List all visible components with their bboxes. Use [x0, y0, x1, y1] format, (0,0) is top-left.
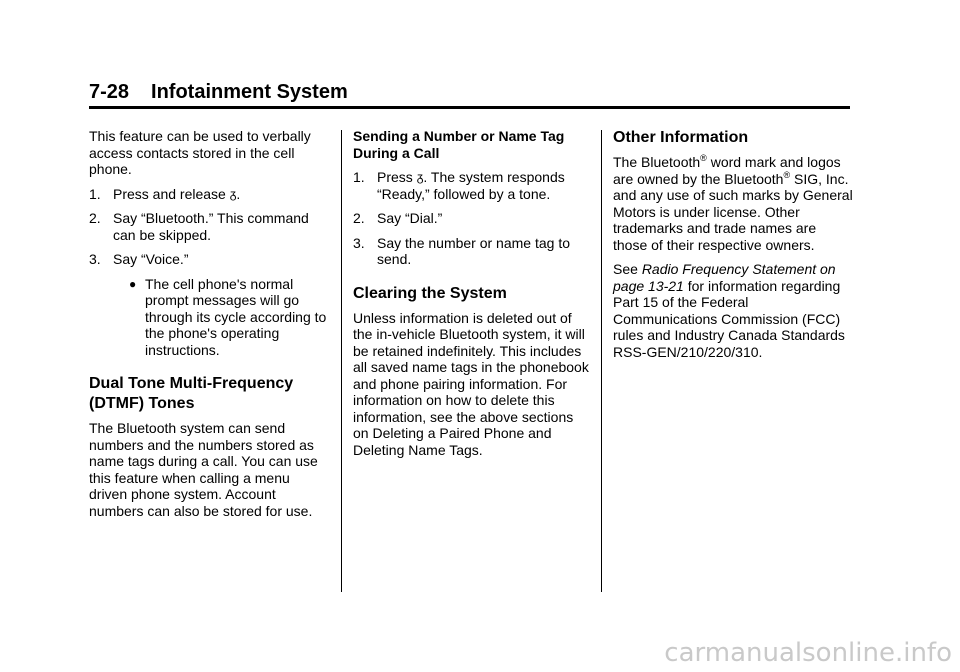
column-1 — [89, 128, 329, 527]
step-3 — [353, 235, 591, 268]
clearing-heading: Clearing the System — [353, 284, 507, 302]
phone-voice-icon: ᵹ — [229, 186, 237, 201]
bullet-item — [89, 276, 329, 359]
section-title: Infotainment System — [151, 81, 348, 103]
dtmf-paragraph: The Bluetooth system can send numbers and the numbers stored as name tags during a call. You can use this feature when calling a menu driven phone system. Account numbers can also be stored for use. — [89, 420, 318, 519]
intro-paragraph: This feature can be used to verbally access contacts stored in the cell phone. — [89, 128, 311, 177]
header-title — [89, 80, 850, 104]
step-rest: . The system responds “Ready,” followed by a tone. — [377, 169, 565, 202]
watermark: carmanualsonline.info — [664, 638, 952, 668]
step-text: Say “Bluetooth.” This command can be skipped. — [113, 210, 309, 243]
step-text: Say the number or name tag to send. — [377, 234, 570, 267]
clearing-paragraph: Unless information is deleted out of the in-vehicle Bluetooth system, it will be retained indefinitely. This includes all saved name tags in the phonebook and phone pairing information. For information on how to delete this information, see the above sections on Deleting a Paired Phone and Deleting Name Tags. — [353, 309, 589, 458]
text-span: See — [613, 261, 642, 277]
bullet-text: The cell phone's normal prompt messages will go through its cycle according to the phone's operating instructions. — [145, 275, 327, 358]
column-3 — [613, 128, 853, 368]
step-3 — [89, 251, 329, 268]
column-divider — [601, 130, 602, 592]
step-number: 3. — [353, 234, 365, 251]
header-rule — [89, 106, 850, 109]
step-number: 3. — [89, 251, 101, 267]
step-1 — [353, 169, 591, 202]
page-header — [89, 80, 850, 104]
step-1 — [89, 186, 329, 203]
text-span: SIG, Inc. and any use of such marks by General Motors is under license. Other trademarks and trade names are those of their respective owners. — [613, 170, 853, 253]
text-span: word mark and logos are owned by the Bluetooth — [613, 154, 841, 187]
dtmf-heading: Dual Tone Multi-Frequency (DTMF) Tones — [89, 375, 294, 412]
registered-mark: ® — [783, 169, 791, 180]
step-text: Say “Voice.” — [113, 251, 189, 267]
text-span: The Bluetooth — [613, 154, 701, 170]
column-divider — [341, 130, 342, 592]
step-number: 2. — [353, 210, 365, 226]
step-2 — [353, 210, 591, 227]
step-2 — [89, 210, 329, 243]
other-info-heading: Other Information — [613, 129, 749, 146]
step-number: 2. — [89, 210, 101, 226]
column-2 — [353, 128, 591, 466]
step-text: Say “Dial.” — [377, 210, 443, 226]
step-number: 1. — [89, 185, 101, 202]
bullet-icon: ● — [129, 276, 137, 291]
cross-reference-link[interactable]: Radio Frequency Statement on page 13-21 — [613, 261, 836, 294]
registered-mark: ® — [700, 153, 707, 163]
step-number: 1. — [353, 169, 365, 185]
trademark-paragraph — [613, 154, 853, 253]
step-end: . — [236, 185, 241, 202]
text-span: for information regarding Part 15 of the Federal Communications Commission (FCC) rules and Industry Canada Standards RSS-GEN/210/220/310. — [613, 277, 845, 360]
sending-subheading: Sending a Number or Name Tag During a Call — [353, 128, 565, 161]
step-text: Press — [377, 169, 413, 185]
fcc-paragraph — [613, 261, 853, 360]
step-text: Press and release — [113, 185, 226, 202]
phone-voice-icon: ᵹ — [416, 170, 424, 184]
page-number: 7-28 — [89, 81, 130, 103]
